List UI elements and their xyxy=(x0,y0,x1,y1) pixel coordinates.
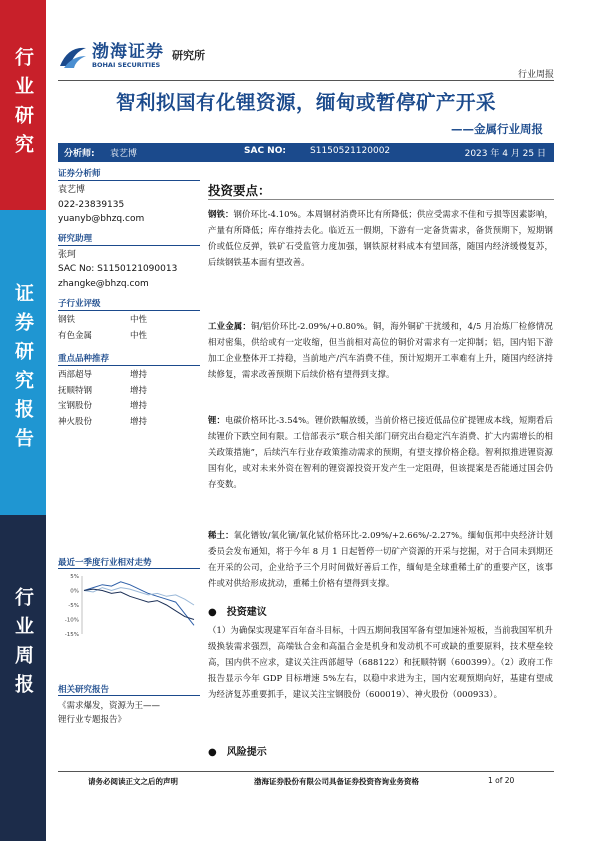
rare-earth-paragraph: 稀土：氧化镨钕/氧化镝/氧化铽价格环比-2.09%/+2.66%/-2.27%。缅甸佤邦中央经济计划委员会发布通知，将于今年 8 月 1 日起暂停一切矿产资源的开采与挖掘，对于合同未到期还在开采的公司，企业给予三个月时间做好善后工作，缅甸是全球重稀土矿的重要产区，该事件或对供给形成扰动，重稀土价格有望得到支撑。 xyxy=(208,530,553,588)
rating-section-header: 子行业评级 xyxy=(58,297,200,311)
investment-points-title: 投资要点： xyxy=(208,183,271,198)
sidebar-band-report-text: 证券研究报告 xyxy=(12,283,34,457)
rating-row: 钢铁 中性 xyxy=(58,315,148,325)
company-name-en: BOHAI SECURITIES xyxy=(92,61,161,69)
related-section-header: 相关研究报告 xyxy=(58,683,200,696)
analyst-phone: 022-23839135 xyxy=(58,199,125,210)
sidebar-band-research xyxy=(0,0,46,210)
advice-heading: ● 投资建议 xyxy=(208,607,267,618)
risk-heading: ● 风险提示 xyxy=(208,747,267,758)
stocks-section-header: 重点品种推荐 xyxy=(58,352,200,366)
y-tick-label: 5% xyxy=(70,574,79,580)
report-title: 智利拟国有化锂资源，缅甸或暂停矿产开采 xyxy=(115,91,496,114)
assistant-section-header: 研究助理 xyxy=(58,232,200,246)
sac-label: SAC NO: xyxy=(244,146,286,156)
report-type: 行业周报 xyxy=(517,70,554,80)
steel-paragraph: 钢铁：钢价环比-4.10%。本周钢材消费环比有所降低；供应受需求不佳和亏损等因素影响，产量有所降低；库存维持去化。临近五一假期，下游有一定备货需求，备货预期下，短期钢价或低位反弹，铁矿石受监管力度加强，钢铁原材料成本有望回落，随国内经济缓慢复苏，后续钢铁基本面有望改善。 xyxy=(208,209,553,267)
company-name-cn: 渤海证券 xyxy=(92,42,164,62)
sidebar-band-research-text: 行业研究 xyxy=(12,47,34,163)
analyst-section-header: 证券分析师 xyxy=(58,167,200,181)
report-subtitle: ——金属行业周报 xyxy=(451,122,543,136)
left-sidebar xyxy=(58,167,200,430)
analyst-label: 分析师: xyxy=(64,149,95,159)
analyst-name: 袁艺博 xyxy=(110,149,138,159)
trend-chart xyxy=(58,572,200,640)
analyst-name-text: 袁艺博 xyxy=(58,185,86,195)
report-date: 2023 年 4 月 25 日 xyxy=(464,149,546,159)
institute-label: 研究所 xyxy=(172,48,205,62)
company-logo xyxy=(58,43,205,70)
analyst-email[interactable]: yuanyb@bhzq.com xyxy=(58,214,145,224)
y-tick-label: 0% xyxy=(70,588,79,595)
analyst-info-bar xyxy=(58,143,554,162)
bullet-icon: ● xyxy=(208,747,217,758)
lithium-paragraph: 锂：电碳价格环比-3.54%。锂价跌幅放缓，当前价格已接近低品位矿提锂成本线，短期看后续锂价下跌空间有限。工信部表示“联合相关部门研究出台稳定汽车消费、扩大内需增长的相关政策措施”，后续汽车行业存政策推动需求的预期，有望支撑价格企稳。智利拟推进锂资源国有化，或对未来外资在智利的锂资源投资开发产生一定阻碍，但该提案是否能通过国会仍存变数。 xyxy=(208,415,553,489)
y-tick-label: -5% xyxy=(68,603,79,609)
stock-row: 神火股份 增持 xyxy=(58,416,148,427)
footer-qualification: 渤海证券股份有限公司具备证券投资咨询业务资格 xyxy=(254,777,419,786)
sidebar-band-report xyxy=(0,210,46,515)
bullet-icon: ● xyxy=(208,607,217,618)
y-tick-label: -10% xyxy=(64,617,79,624)
rating-row: 有色金属 中性 xyxy=(58,330,148,341)
page-number: 1 of 20 xyxy=(488,776,515,785)
sidebar-band-weekly-text: 行业周报 xyxy=(12,587,34,703)
rare-earth-lead: 稀土： xyxy=(208,530,234,540)
sac-number: S1150521120002 xyxy=(310,146,391,156)
lithium-lead: 锂： xyxy=(208,415,226,425)
stock-row: 抚顺特钢 增持 xyxy=(58,385,148,396)
sidebar-band-weekly xyxy=(0,515,46,841)
company-logo-mark xyxy=(58,44,88,70)
steel-lead: 钢铁： xyxy=(208,209,234,219)
title-rule xyxy=(208,199,554,200)
stock-row: 宝钢股份 增持 xyxy=(58,401,148,411)
industrial-metals-paragraph: 工业金属：铜/铝价环比-2.09%/+0.80%。铜，海外铜矿干扰缓和，4/5 月冶炼厂检修情况相对密集，供给或有一定收缩，但当前相对高位的铜价对需求有一定抑制；铝，国内铝下游加工企业整体开工持稳，当前地产/汽车消费不佳，预计短期开工率难有上升，随国内经济持续修复，需求改善预期下后续价格有望得到支撑。 xyxy=(208,321,554,379)
assistant-email[interactable]: zhangke@bhzq.com xyxy=(58,278,149,289)
advice-paragraph: （1）为确保实现建军百年奋斗目标，十四五期间我国军备有望加速补短板，当前我国军机升级换装需求强烈，高端钛合金和高温合金是机身和发动机不可或缺的重要原料，技术壁垒较高，国内供不应求，建议关注西部超导（688122）和抚顺特钢（600399）。（2）政府工作报告显示今年 GDP 目标增速 5%左右，以稳中求进为主，国内宏观预期向好，基建有望成为经济复苏重要抓手，建议关注宝钢股份（600019）、神火股份（000933）。 xyxy=(208,625,553,699)
assistant-name: 张珂 xyxy=(58,249,77,260)
footer-rule xyxy=(58,771,554,772)
industrial-metals-lead: 工业金属： xyxy=(208,321,252,331)
assistant-sac: SAC No: S1150121090013 xyxy=(58,264,178,274)
related-report-link[interactable]: 《需求爆发，资源为王—— 锂行业专题报告》 xyxy=(58,701,161,725)
trend-chart-header: 最近一季度行业相对走势 xyxy=(58,556,200,569)
header-rule xyxy=(58,80,554,81)
stock-row: 西部超导 增持 xyxy=(58,370,148,380)
footer-disclaimer[interactable]: 请务必阅读正文之后的声明 xyxy=(88,777,178,786)
y-tick-label: -15% xyxy=(64,632,79,638)
